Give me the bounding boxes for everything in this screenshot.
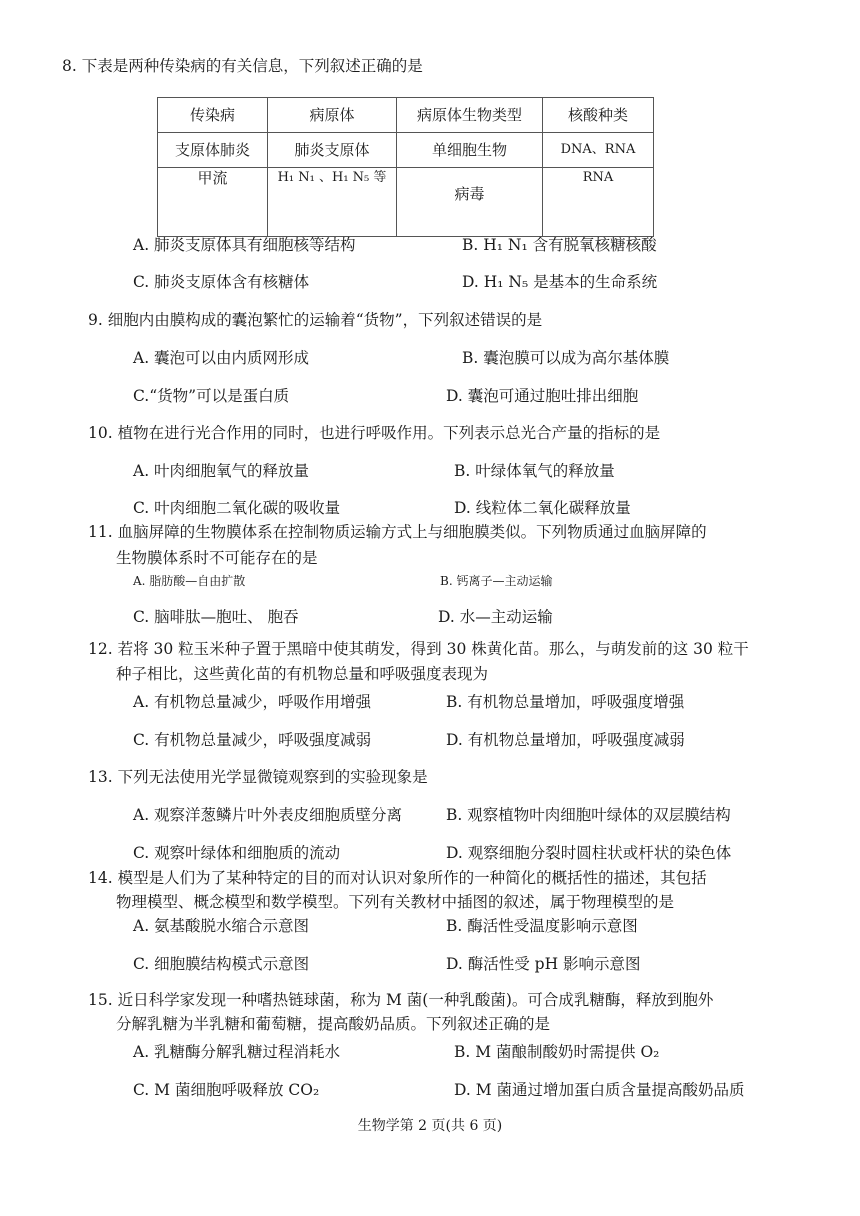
table-cell: 单细胞生物 <box>397 133 543 168</box>
q15-option-b: B. M 菌酿制酸奶时需提供 O₂ <box>454 1043 660 1061</box>
q15-stem-line2: 分解乳糖为半乳糖和葡萄糖，提高酸奶品质。下列叙述正确的是 <box>116 1015 551 1033</box>
q11-option-b: B. 钙离子—主动运输 <box>440 574 553 588</box>
q11-option-d: D. 水—主动运输 <box>438 608 553 626</box>
q8-option-b: B. H₁ N₁ 含有脱氧核糖核酸 <box>462 236 657 254</box>
q12-stem-line2: 种子相比，这些黄化苗的有机物总量和呼吸强度表现为 <box>116 665 489 683</box>
q9-option-b: B. 囊泡膜可以成为高尔基体膜 <box>462 349 670 367</box>
q12-option-d: D. 有机物总量增加，呼吸强度减弱 <box>446 731 685 749</box>
table-header-cell: 核酸种类 <box>543 98 654 133</box>
table-header-cell: 病原体 <box>268 98 397 133</box>
q12-option-b: B. 有机物总量增加，呼吸强度增强 <box>446 693 685 711</box>
table-header-cell: 病原体生物类型 <box>397 98 543 133</box>
q11-option-c: C. 脑啡肽—胞吐、 胞吞 <box>133 608 299 626</box>
q15-option-c: C. M 菌细胞呼吸释放 CO₂ <box>133 1081 320 1099</box>
q9-option-a: A. 囊泡可以由内质网形成 <box>133 349 310 367</box>
q14-option-b: B. 酶活性受温度影响示意图 <box>446 917 638 935</box>
table-header-cell: 传染病 <box>158 98 268 133</box>
q10-option-b: B. 叶绿体氧气的释放量 <box>454 462 615 480</box>
table-cell: 病毒 <box>397 168 543 237</box>
table-row <box>158 133 654 168</box>
table-cell: DNA、RNA <box>543 133 654 168</box>
q13-option-d: D. 观察细胞分裂时圆柱状或杆状的染色体 <box>446 844 732 862</box>
q13-option-c: C. 观察叶绿体和细胞质的流动 <box>133 844 341 862</box>
q14-option-a: A. 氨基酸脱水缩合示意图 <box>133 917 310 935</box>
q14-option-d: D. 酶活性受 pH 影响示意图 <box>446 955 641 973</box>
q15-option-d: D. M 菌通过增加蛋白质含量提高酸奶品质 <box>454 1081 745 1099</box>
infection-table <box>157 97 654 237</box>
q9-option-d: D. 囊泡可通过胞吐排出细胞 <box>446 387 639 405</box>
q10-option-d: D. 线粒体二氧化碳释放量 <box>454 499 631 517</box>
q11-stem-line2: 生物膜体系时不可能存在的是 <box>116 549 318 567</box>
q10-option-a: A. 叶肉细胞氧气的释放量 <box>133 462 310 480</box>
table-cell: 肺炎支原体 <box>268 133 397 168</box>
q11-option-a: A. 脂肪酸—自由扩散 <box>133 574 246 588</box>
q14-option-c: C. 细胞膜结构模式示意图 <box>133 955 310 973</box>
q14-stem-line2: 物理模型、概念模型和数学模型。下列有关教材中插图的叙述，属于物理模型的是 <box>116 893 675 911</box>
q13-option-a: A. 观察洋葱鳞片叶外表皮细胞质壁分离 <box>133 806 403 824</box>
q12-stem-line1: 12. 若将 30 粒玉米种子置于黑暗中使其萌发，得到 30 株黄化苗。那么，与萌发前的这 30 粒干 <box>88 640 749 658</box>
q13-stem: 13. 下列无法使用光学显微镜观察到的实验现象是 <box>88 768 428 786</box>
table-cell: 支原体肺炎 <box>158 133 268 168</box>
q15-stem-line1: 15. 近日科学家发现一种嗜热链球菌，称为 M 菌(一种乳酸菌)。可合成乳糖酶，释放到胞外 <box>88 991 714 1009</box>
q8-option-d: D. H₁ N₅ 是基本的生命系统 <box>462 273 658 291</box>
q8-option-a: A. 肺炎支原体具有细胞核等结构 <box>133 236 356 254</box>
q11-stem-line1: 11. 血脑屏障的生物膜体系在控制物质运输方式上与细胞膜类似。下列物质通过血脑屏障的 <box>88 523 707 541</box>
q15-option-a: A. 乳糖酶分解乳糖过程消耗水 <box>133 1043 341 1061</box>
q8-option-c: C. 肺炎支原体含有核糖体 <box>133 273 310 291</box>
q10-option-c: C. 叶肉细胞二氧化碳的吸收量 <box>133 499 341 517</box>
table-cell: RNA <box>543 168 654 237</box>
q14-stem-line1: 14. 模型是人们为了某种特定的目的而对认识对象所作的一种简化的概括性的描述，其包括 <box>88 869 707 887</box>
q12-option-c: C. 有机物总量减少，呼吸强度减弱 <box>133 731 372 749</box>
page-footer: 生物学第 2 页(共 6 页) <box>357 1118 503 1134</box>
q9-option-c: C.“货物”可以是蛋白质 <box>133 387 290 405</box>
table-row <box>158 168 654 237</box>
q10-stem: 10. 植物在进行光合作用的同时，也进行呼吸作用。下列表示总光合产量的指标的是 <box>88 424 661 442</box>
q13-option-b: B. 观察植物叶肉细胞叶绿体的双层膜结构 <box>446 806 731 824</box>
q12-option-a: A. 有机物总量减少，呼吸作用增强 <box>133 693 372 711</box>
table-header-row <box>158 98 654 133</box>
q8-stem: 8. 下表是两种传染病的有关信息，下列叙述正确的是 <box>62 57 423 75</box>
table-cell: H₁ N₁ 、H₁ N₅ 等 <box>268 168 397 237</box>
q9-stem: 9. 细胞内由膜构成的囊泡繁忙的运输着“货物”，下列叙述错误的是 <box>88 311 543 329</box>
table-cell: 甲流 <box>158 168 268 237</box>
